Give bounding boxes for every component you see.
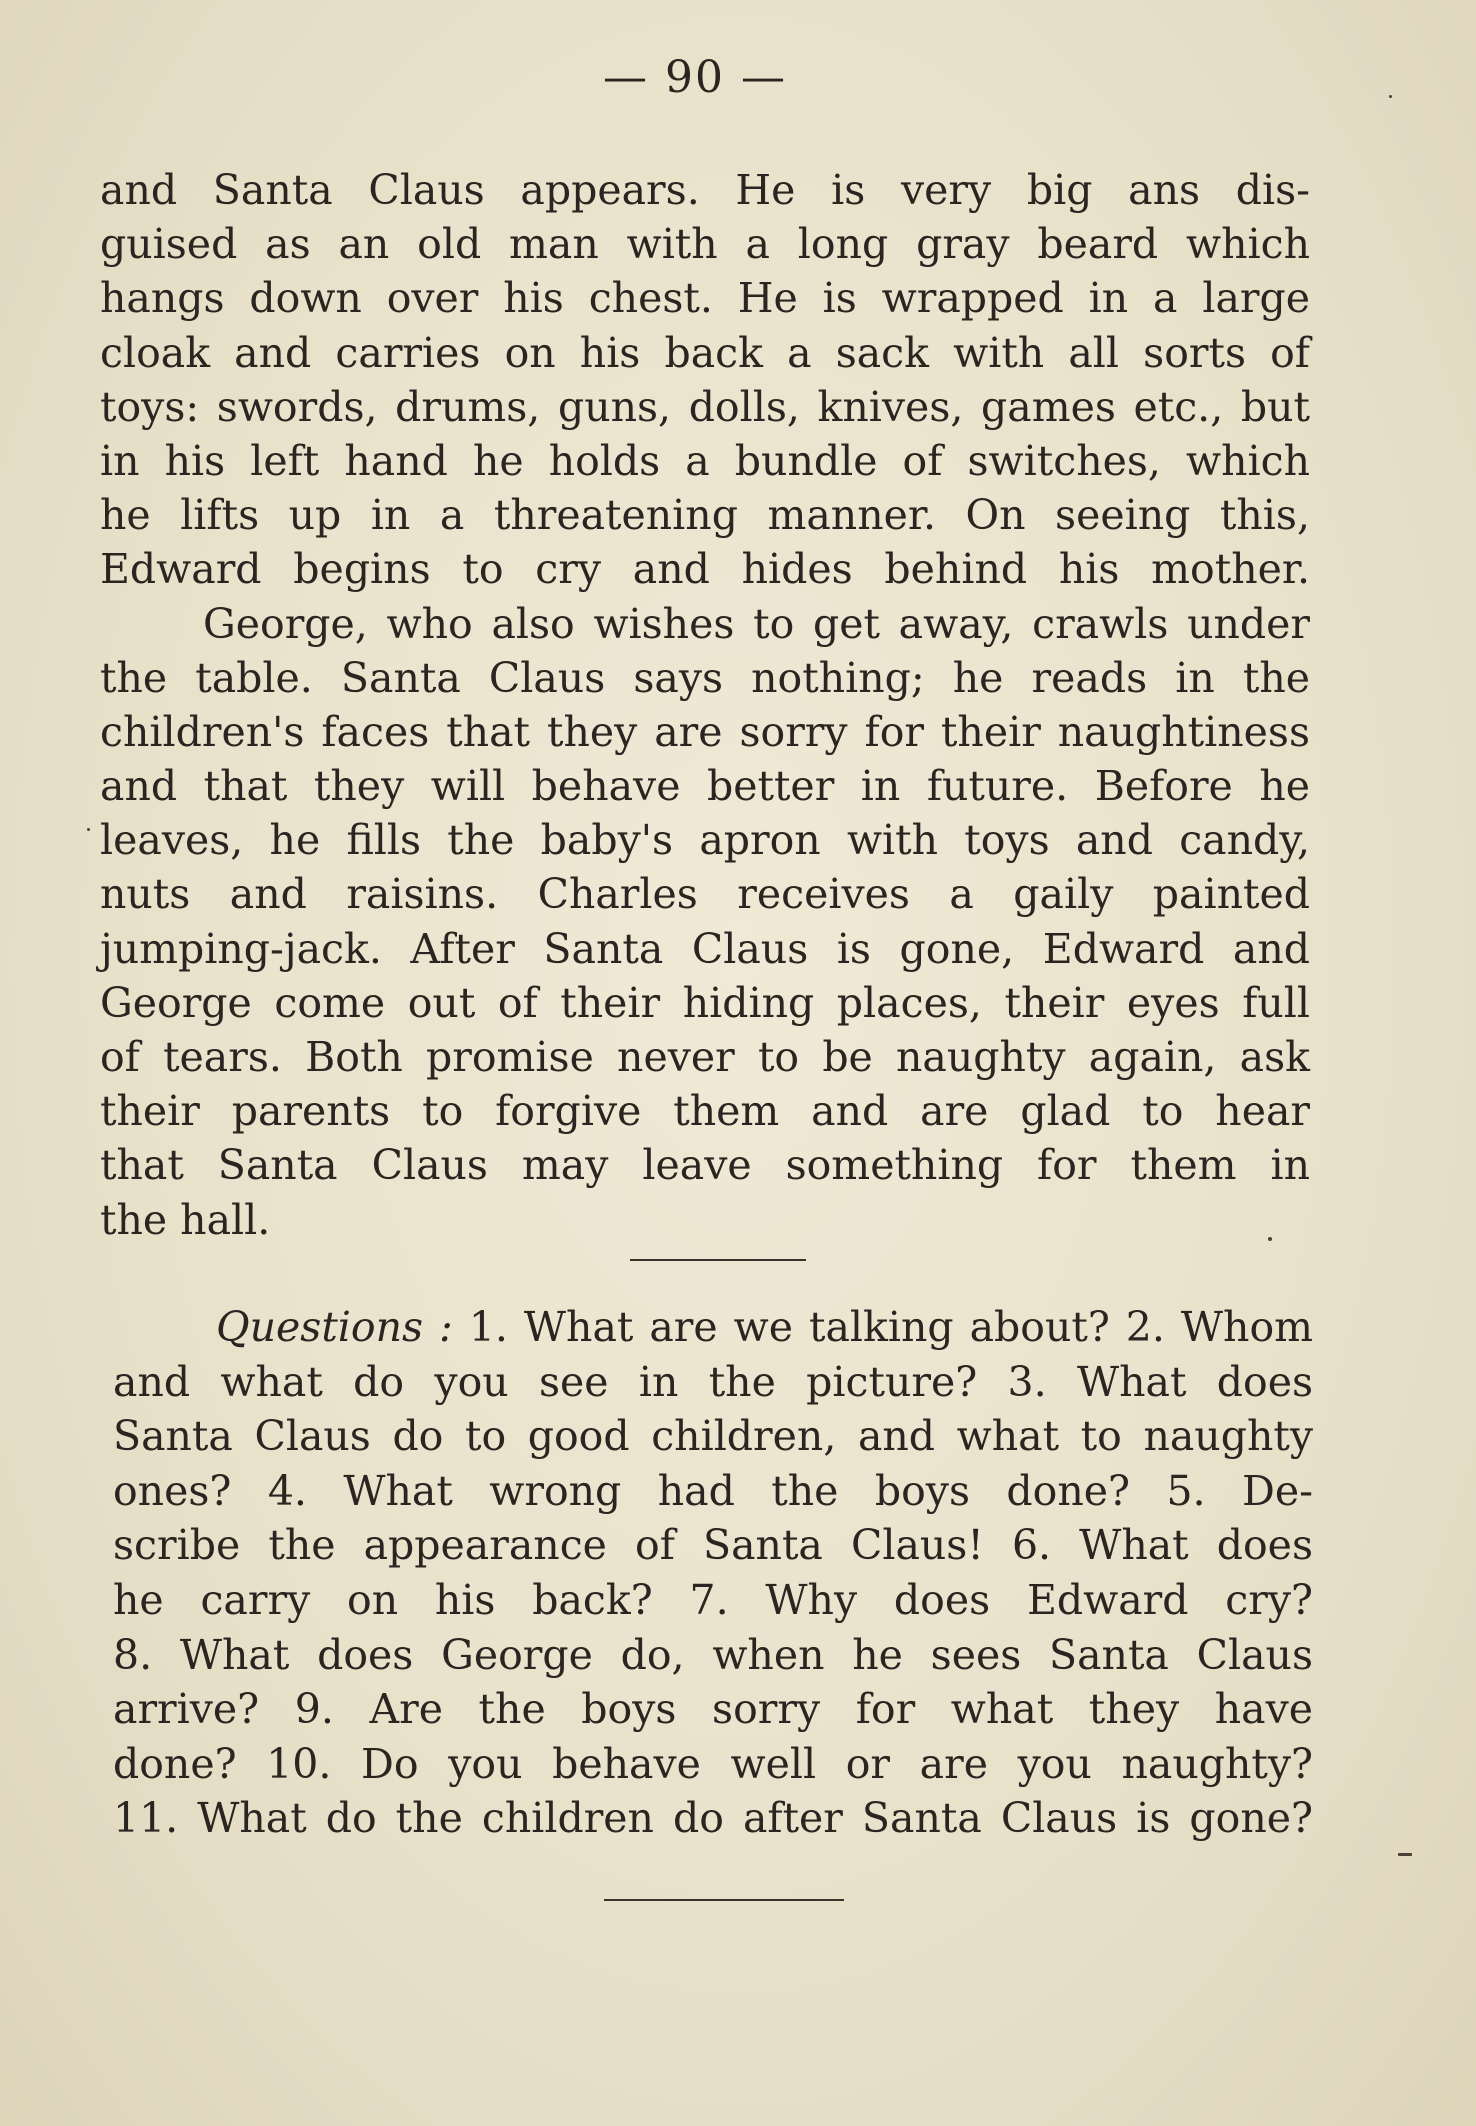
question-line: Santa Claus do to good children, and what to naughty — [113, 1412, 1313, 1461]
story-line: the hall. — [100, 1195, 271, 1244]
story-text — [100, 163, 1310, 1247]
story-line: hangs down over his chest. He is wrapped in a large — [100, 274, 1310, 323]
paper-speck — [1268, 1237, 1272, 1241]
question-line: 11. What do the children do after Santa Claus is gone? — [113, 1794, 1313, 1843]
story-line: nuts and raisins. Charles receives a gaily painted — [100, 870, 1310, 919]
story-line: the table. Santa Claus says nothing; he reads in the — [100, 653, 1310, 702]
questions-first-line — [113, 1300, 1313, 1355]
story-line: leaves, he fills the baby's apron with toys and candy, — [100, 816, 1310, 865]
questions-text — [113, 1300, 1313, 1846]
question-line: done? 10. Do you behave well or are you naughty? — [113, 1739, 1313, 1788]
paper-speck — [1398, 1853, 1412, 1856]
story-line: he lifts up in a threatening manner. On seeing this, — [100, 491, 1310, 540]
questions-first-line-rest: 1. What are we talking about? 2. Whom — [452, 1303, 1314, 1351]
story-line: toys: swords, drums, guns, dolls, knives, games etc., but — [100, 382, 1310, 431]
story-line: jumping-jack. After Santa Claus is gone, Edward and — [100, 924, 1310, 973]
story-line: in his left hand he holds a bundle of switches, which — [100, 436, 1310, 485]
question-line: arrive? 9. Are the boys sorry for what they have — [113, 1685, 1313, 1734]
story-line: that Santa Claus may leave something for them in — [100, 1141, 1310, 1190]
paper-speck — [87, 828, 90, 831]
story-line: George come out of their hiding places, their eyes full — [100, 978, 1310, 1027]
end-divider — [604, 1899, 844, 1901]
story-line: guised as an old man with a long gray beard which — [100, 220, 1310, 269]
story-line: and that they will behave better in future. Before he — [100, 762, 1310, 811]
paper-speck — [1389, 95, 1392, 98]
story-line: George, who also wishes to get away, crawls under — [203, 599, 1310, 648]
questions-label: Questions : — [216, 1303, 453, 1351]
story-line: of tears. Both promise never to be naughty again, ask — [100, 1033, 1310, 1081]
story-line: cloak and carries on his back a sack with all sorts of — [100, 328, 1310, 377]
question-line: scribe the appearance of Santa Claus! 6. What does — [113, 1521, 1313, 1570]
page-number: — 90 — — [603, 52, 787, 103]
question-line: and what do you see in the picture? 3. What does — [113, 1357, 1313, 1406]
story-line: their parents to forgive them and are glad to hear — [100, 1087, 1310, 1136]
story-line: Edward begins to cry and hides behind his mother. — [100, 545, 1310, 594]
story-line: children's faces that they are sorry for their naughtiness — [100, 707, 1310, 756]
question-line: he carry on his back? 7. Why does Edward cry? — [113, 1575, 1313, 1624]
section-divider — [630, 1259, 806, 1261]
story-line: and Santa Claus appears. He is very big ans dis- — [100, 166, 1310, 214]
question-line: ones? 4. What wrong had the boys done? 5. De- — [113, 1466, 1313, 1515]
question-line: 8. What does George do, when he sees Santa Claus — [113, 1630, 1313, 1679]
